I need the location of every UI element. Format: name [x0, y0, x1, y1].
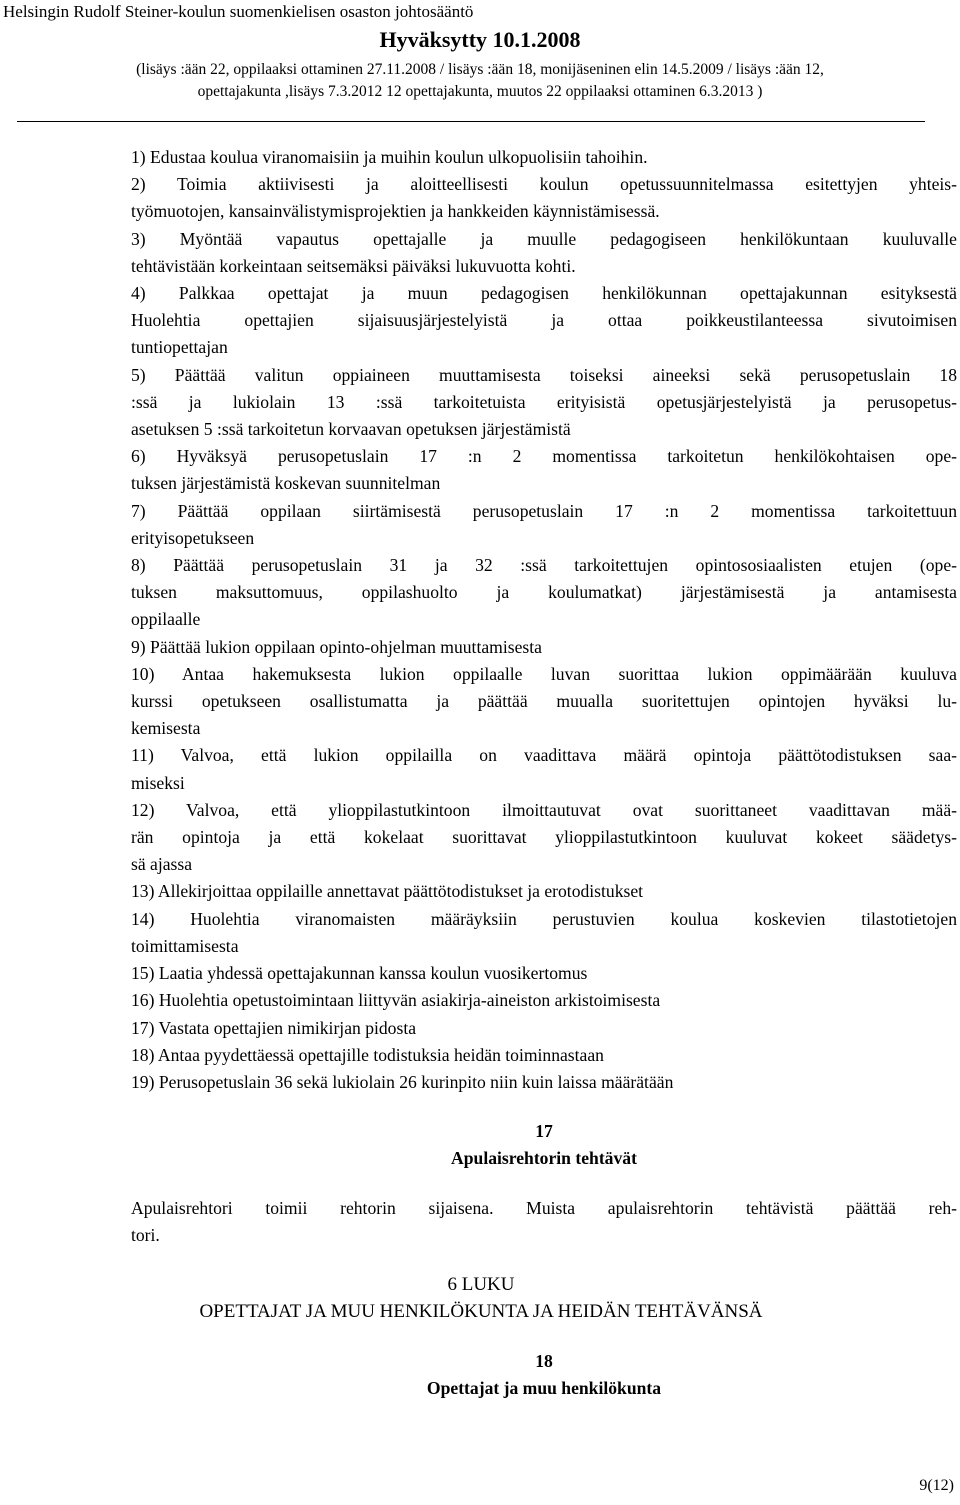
duty-line: tehtävistään korkeintaan seitsemäksi päiväksi lukuvuotta kohti. — [131, 255, 576, 276]
approval-date: Hyväksytty 10.1.2008 — [379, 27, 581, 52]
duty-item — [131, 742, 957, 796]
duty-item — [131, 362, 957, 444]
duty-item — [131, 878, 957, 905]
duty-line: 15) Laatia yhdessä opettajakunnan kanssa koulun vuosikertomus — [131, 963, 588, 984]
duty-line: 6) Hyväksyä perusopetuslain 17 :n 2 momentissa tarkoitetun henkilökohtaisen ope- — [131, 446, 957, 467]
duty-line: kemisesta — [131, 718, 201, 739]
duty-line: 2) Toimia aktiivisesti ja aloitteellisesti koulun opetussuunnitelmassa esitettyjen yhteis- — [131, 174, 957, 195]
spacer — [131, 1326, 957, 1348]
amendments-line-1: (lisäys :ään 22, oppilaaksi ottaminen 27.11.2008 / lisäys :ään 18, monijäseninen elin 14.5.2009 / lisäys :ään 12, — [136, 61, 824, 78]
duty-line: rän opintoja ja että kokelaat suorittavat ylioppilastutkintoon kuuluvat kokeet säädetys- — [131, 827, 957, 848]
duty-line: 14) Huolehtia viranomaisten määräyksiin perustuvien koulua koskevien tilastotietojen — [131, 908, 957, 929]
duty-line: tuksen järjestämistä koskevan suunnitelman — [131, 473, 441, 494]
spacer — [131, 1249, 957, 1271]
duty-line: 1) Edustaa koulua viranomaisiin ja muihin koulun ulkopuolisiin tahoihin. — [131, 147, 648, 167]
duty-line: miseksi — [131, 772, 185, 793]
duty-item — [131, 1015, 957, 1042]
duty-item — [131, 498, 957, 552]
duty-line: sä ajassa — [131, 854, 193, 875]
duty-line: 19) Perusopetuslain 36 sekä lukiolain 26 kurinpito niin kuin laissa määrätään — [131, 1071, 674, 1092]
page-number: 9(12) — [919, 1477, 954, 1494]
section-17-heading: Apulaisrehtorin tehtävät — [451, 1148, 637, 1169]
section-17-number: 17 — [535, 1121, 553, 1142]
duty-item — [131, 280, 957, 362]
duty-item — [131, 171, 957, 225]
paragraph-line: Apulaisrehtori toimii rehtorin sijaisena. Muista apulaisrehtorin tehtävistä päättää reh- — [131, 1197, 957, 1218]
duty-line: erityisopetukseen — [131, 527, 255, 548]
duty-line: oppilaalle — [131, 609, 201, 630]
spacer — [131, 1173, 957, 1195]
duty-line: 5) Päättää valitun oppiaineen muuttamisesta toiseksi aineeksi sekä perusopetuslain 18 — [131, 364, 957, 385]
duty-item — [131, 226, 957, 280]
spacer — [131, 1096, 957, 1118]
duty-line: 16) Huolehtia opetustoimintaan liittyvän asiakirja-aineiston arkistoimisesta — [131, 990, 661, 1011]
duty-line: 11) Valvoa, että lukion oppilailla on vaadittava määrä opintoja päättötodistuksen saa- — [131, 745, 957, 766]
paragraph-line: tori. — [131, 1224, 160, 1245]
duty-line: :ssä ja lukiolain 13 :ssä tarkoitetuista erityisistä opetusjärjestelyistä ja perusopetus- — [131, 391, 957, 412]
section-18-heading: Opettajat ja muu henkilökunta — [426, 1378, 662, 1399]
duty-line: tuntiopettajan — [131, 337, 228, 358]
duty-line: asetuksen 5 :ssä tarkoitetun korvaavan opetuksen järjestämistä — [131, 419, 571, 440]
section-17-paragraph — [131, 1195, 957, 1249]
duty-item — [131, 661, 957, 743]
duty-line: 7) Päättää oppilaan siirtämisestä perusopetuslain 17 :n 2 momentissa tarkoitettuun — [131, 500, 957, 521]
duty-line: 12) Valvoa, että ylioppilastutkintoon ilmoittautuvat ovat suorittaneet vaadittavan mää- — [131, 799, 957, 820]
duty-line: 3) Myöntää vapautus opettajalle ja muulle pedagogiseen henkilökuntaan kuuluvalle — [131, 228, 957, 249]
chapter-6-title: OPETTAJAT JA MUU HENKILÖKUNTA JA HEIDÄN TEHTÄVÄNSÄ — [199, 1301, 763, 1323]
amendments-line-2: opettajakunta ,lisäys 7.3.2012 12 opettajakunta, muutos 22 oppilaaksi ottaminen 6.3.2013 ) — [197, 83, 763, 100]
document-body — [131, 144, 957, 1402]
duty-item — [131, 1069, 957, 1096]
duty-line: työmuotojen, kansainvälistymisprojektien ja hankkeiden käynnistämisessä. — [131, 201, 660, 222]
duty-line: 10) Antaa hakemuksesta lukion oppilaalle luvan suorittaa lukion oppimäärään kuuluva — [131, 663, 957, 684]
duty-line: 18) Antaa pyydettäessä opettajille todistuksia heidän toiminnastaan — [131, 1044, 604, 1065]
duty-item — [131, 552, 957, 634]
duty-item — [131, 1042, 957, 1069]
duty-line: 4) Palkkaa opettajat ja muun pedagogisen henkilökunnan opettajakunnan esityksestä — [131, 283, 957, 304]
header-divider — [17, 121, 925, 122]
duty-line: Huolehtia opettajien sijaisuusjärjestelyistä ja ottaa poikkeustilanteessa sivutoimisen — [131, 310, 957, 331]
chapter-6-number: 6 LUKU — [447, 1273, 515, 1295]
duty-item — [131, 144, 957, 171]
duty-item — [131, 634, 957, 661]
duty-line: 9) Päättää lukion oppilaan opinto-ohjelman muuttamisesta — [131, 636, 542, 657]
duty-line: 8) Päättää perusopetuslain 31 ja 32 :ssä tarkoitettujen opintososiaalisten etujen (ope- — [131, 555, 957, 576]
duty-line: 13) Allekirjoittaa oppilaille annettavat päättötodistukset ja erotodistukset — [131, 881, 644, 902]
section-18-number: 18 — [535, 1350, 553, 1371]
duty-item — [131, 987, 957, 1014]
duty-item — [131, 906, 957, 960]
duty-line: 17) Vastata opettajien nimikirjan pidosta — [131, 1017, 417, 1038]
duty-line: toimittamisesta — [131, 935, 239, 956]
duty-item — [131, 797, 957, 879]
principal-duties-list — [131, 144, 957, 1096]
duty-line: kurssi opetukseen osallistumatta ja päättää muualla suoritettujen opintojen hyväksi lu- — [131, 691, 957, 712]
duty-item — [131, 443, 957, 497]
duty-item — [131, 960, 957, 987]
duty-line: tuksen maksuttomuus, oppilashuolto ja koulumatkat) järjestämisestä ja antamisesta — [131, 582, 957, 603]
document-title: Helsingin Rudolf Steiner-koulun suomenkielisen osaston johtosääntö — [3, 2, 474, 21]
